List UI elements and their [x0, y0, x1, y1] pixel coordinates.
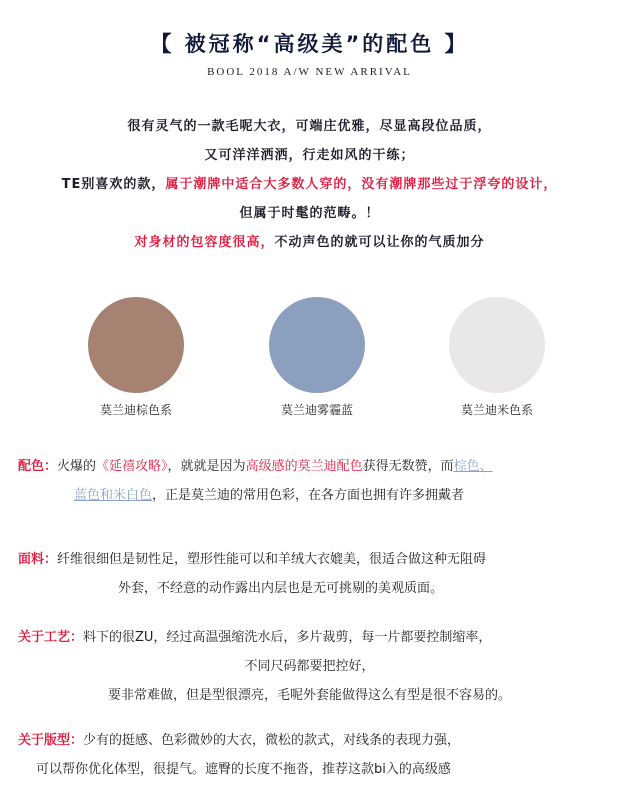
section-color-text-4: ，正是莫兰迪的常用色彩，在各方面也拥有许多拥戴者 — [152, 488, 465, 503]
swatch-brown-label: 莫兰迪棕色系 — [99, 403, 172, 417]
section-pattern-row-1 — [0, 726, 619, 755]
page-title: 【 被冠称“高级美”的配色 】 — [150, 32, 469, 56]
page-subtitle: BOOL 2018 A/W NEW ARRIVAL — [207, 66, 412, 78]
section-color-row-2 — [0, 481, 619, 510]
section-craft-row-1 — [0, 623, 619, 652]
swatch-beige-label: 莫兰迪米色系 — [460, 403, 533, 417]
intro-line-3 — [0, 170, 619, 199]
section-color-key: 配色： — [18, 459, 58, 474]
intro-line-2: 又可洋洋洒洒，行走如风的干练； — [204, 148, 415, 163]
section-color-row-1 — [0, 452, 619, 481]
intro-line-1: 很有灵气的一款毛呢大衣，可端庄优雅，尽显高段位品质， — [127, 119, 492, 134]
section-color-drama-title: 《延禧攻略》 — [96, 459, 168, 474]
color-swatches — [0, 297, 619, 422]
swatch-blue-label: 莫兰迪雾霾蓝 — [280, 403, 353, 417]
section-color-text-1: 火爆的 — [57, 459, 97, 474]
section-fabric-row-2: 外套，不经意的动作露出内层也是无可挑剔的美观质面。 — [118, 581, 444, 596]
section-craft-key: 关于工艺： — [18, 630, 84, 645]
intro-line-3-start: TE别喜欢的款， — [61, 177, 166, 192]
section-craft — [0, 623, 619, 710]
intro-line-4: 但属于时髦的范畴。！ — [239, 206, 380, 221]
swatch-brown — [76, 297, 196, 418]
section-craft-text-1: 料下的很ZU，经过高温强缩洗水后，多片裁剪，每一片都要控制缩率， — [83, 630, 492, 645]
section-fabric-row-1 — [0, 545, 619, 574]
swatch-blue-circle — [269, 297, 365, 393]
section-pattern — [0, 726, 619, 784]
intro-line-5-end: 不动声色的就可以让你的气质加分 — [274, 235, 485, 250]
intro-text — [0, 112, 619, 257]
swatch-beige — [437, 297, 557, 418]
swatch-brown-circle — [88, 297, 184, 393]
section-pattern-text-1: 少有的挺感、色彩微妙的大衣，微松的款式，对线条的表现力强， — [83, 733, 461, 748]
swatch-blue — [257, 297, 377, 418]
section-fabric-text-1: 纤维很细但是韧性足，塑形性能可以和羊绒大衣媲美，很适合做这种无阻碍 — [57, 552, 487, 567]
section-craft-row-3: 要非常难做，但是型很漂亮，毛呢外套能做得这么有型是很不容易的。 — [107, 688, 511, 703]
section-color-text-2: ，就就是因为 — [167, 459, 246, 474]
section-pattern-key: 关于版型： — [18, 733, 84, 748]
section-color-link-1[interactable]: 棕色、 — [453, 459, 493, 474]
intro-line-5-highlight: 对身材的包容度很高， — [134, 235, 275, 250]
section-color-highlight: 高级感的莫兰迪配色 — [245, 459, 363, 474]
swatch-beige-circle — [449, 297, 545, 393]
intro-line-3-highlight: 属于潮牌中适合大多数人穿的，没有潮牌那些过于浮夸的设计， — [165, 177, 558, 192]
section-color-link-2[interactable]: 蓝色和米白色 — [74, 488, 153, 503]
section-color — [0, 452, 619, 510]
section-craft-row-2: 不同尺码都要把控好， — [244, 659, 375, 674]
intro-line-5 — [0, 228, 619, 257]
section-fabric-key: 面料： — [18, 552, 58, 567]
section-pattern-row-2: 可以帮你优化体型，很提气。遮臀的长度不拖沓，推荐这款bi入的高级感 — [36, 762, 451, 777]
section-fabric — [0, 545, 619, 603]
section-color-text-3: 获得无数赞，而 — [362, 459, 454, 474]
